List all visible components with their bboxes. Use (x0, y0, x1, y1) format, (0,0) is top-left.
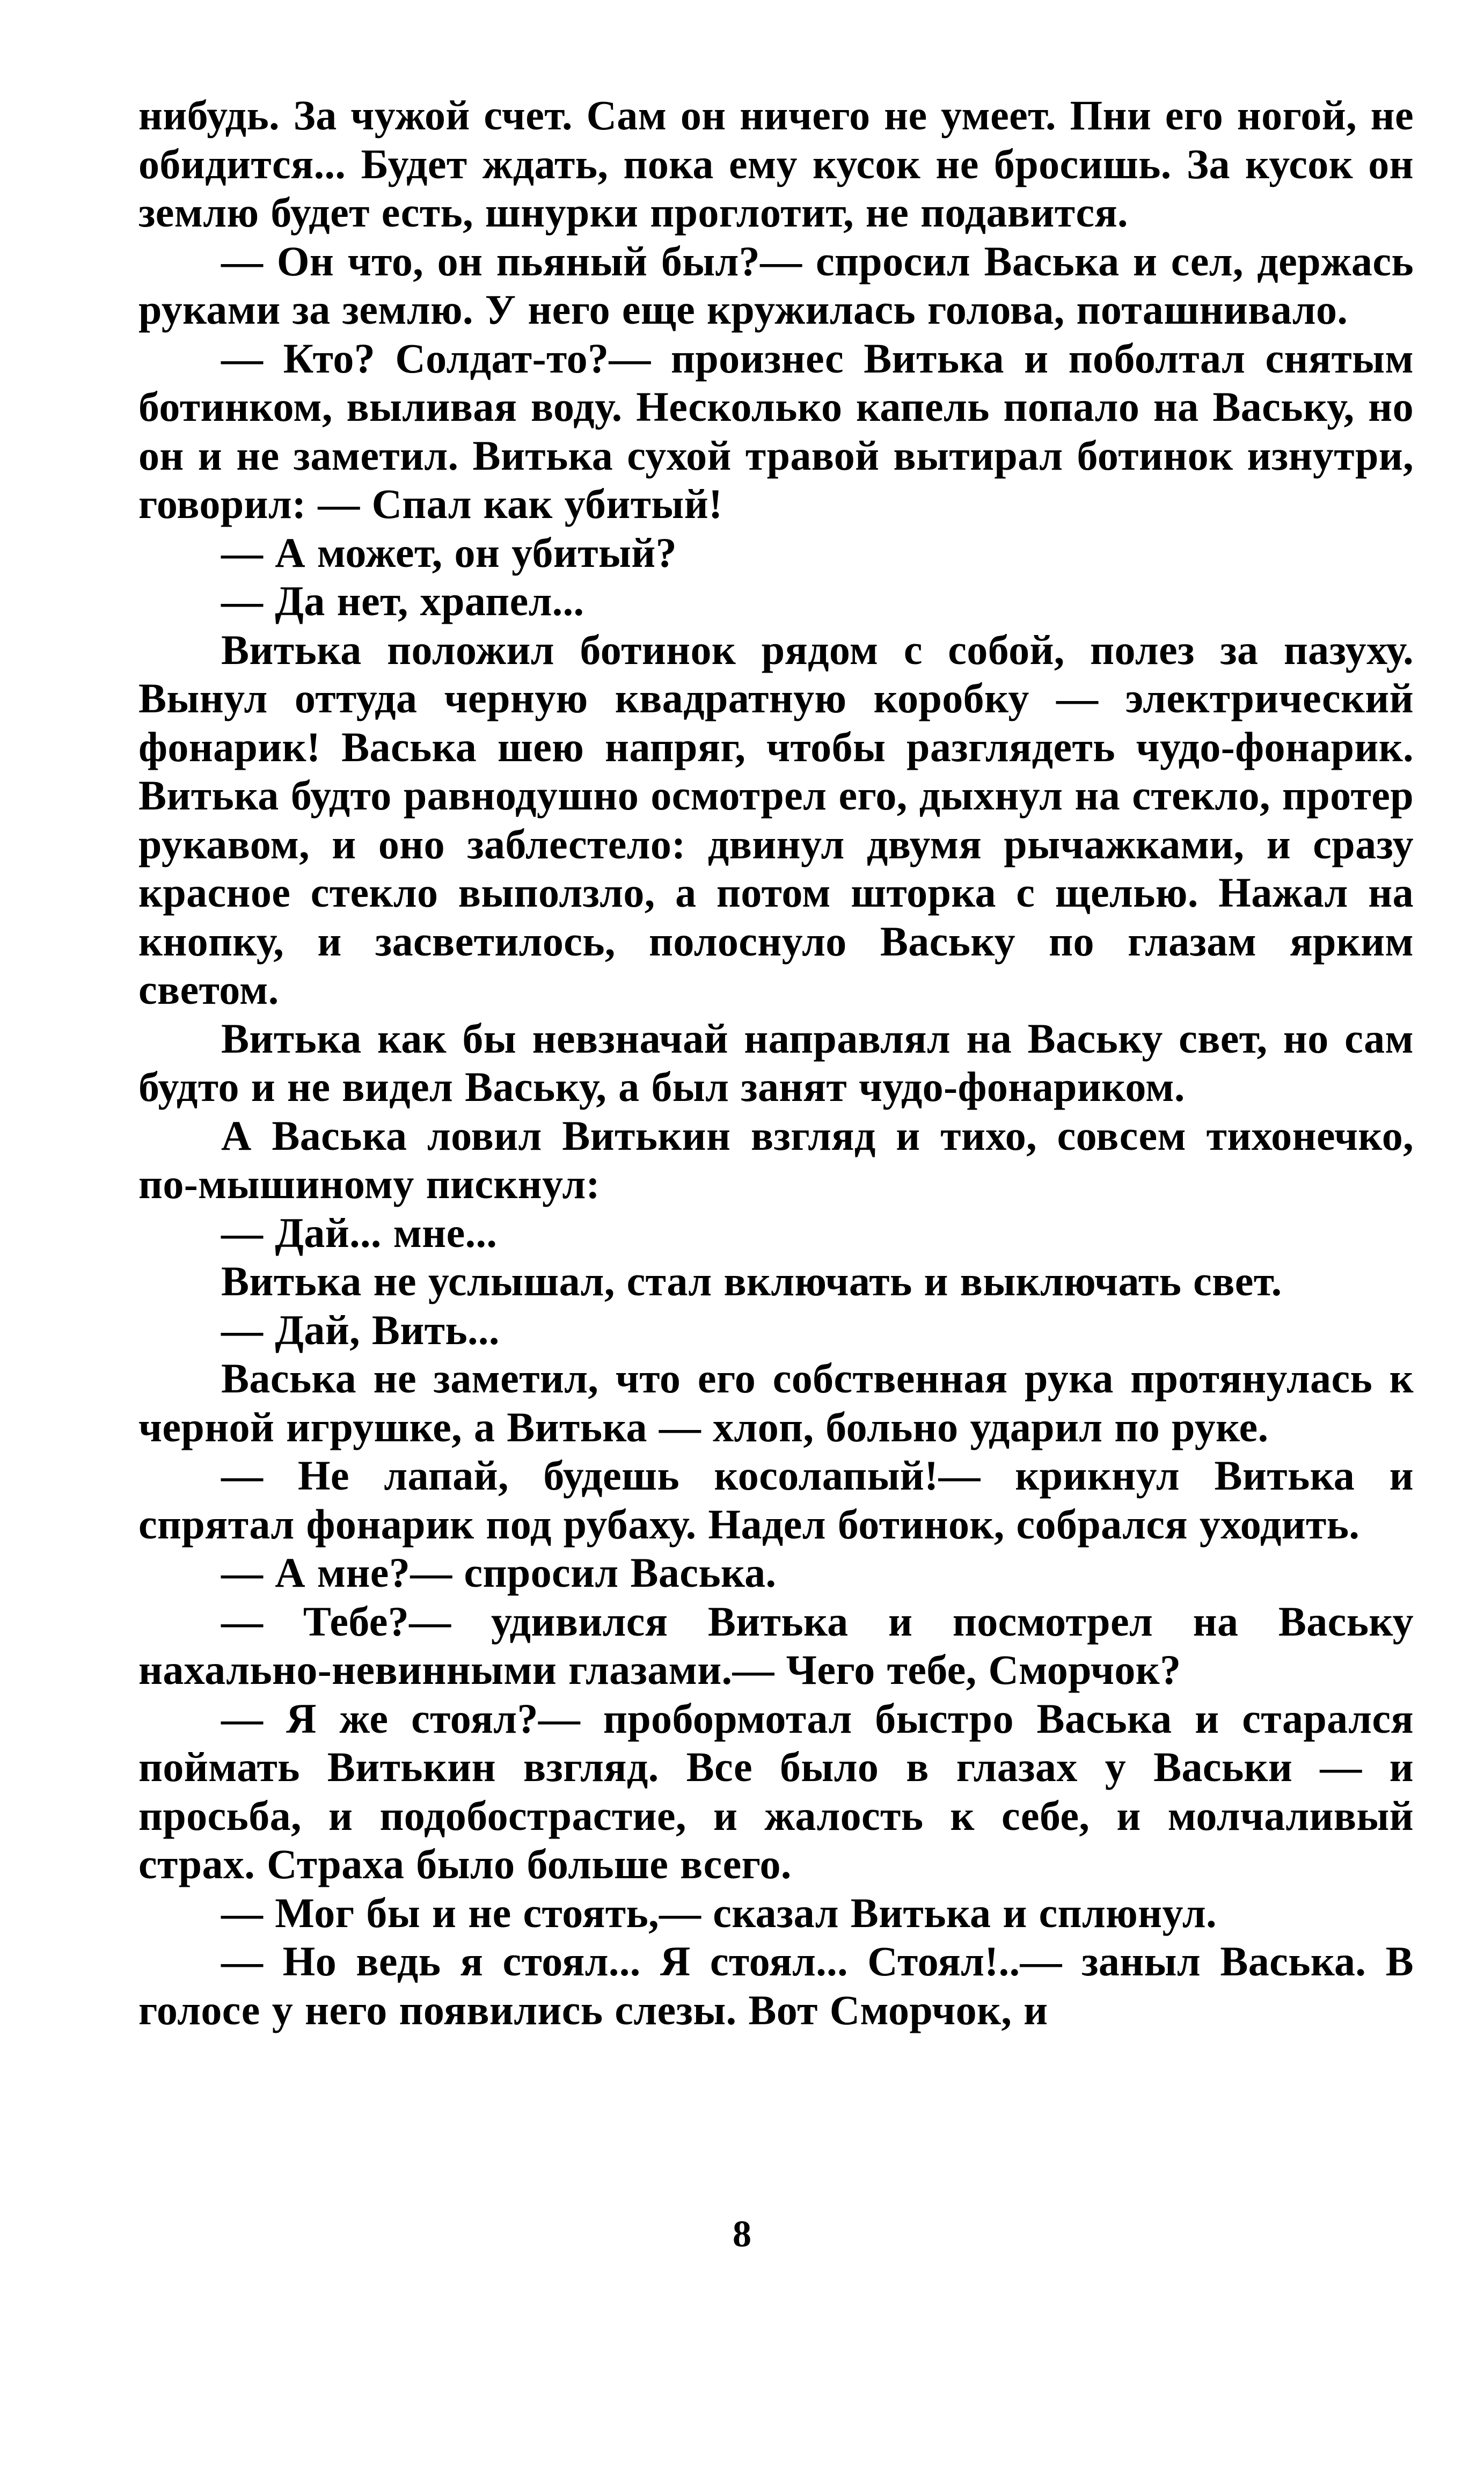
paragraph: А Васька ловил Витькин взгляд и тихо, совсем тихонечко, по-мышиному пискнул: (138, 1112, 1414, 1207)
paragraph: — Но ведь я стоял... Я стоял... Стоял!..— заныл Васька. В голосе у него появились слезы. Вот Сморчок, и (138, 1938, 1414, 2033)
paragraph: — Не лапай, будешь косолапый!— крикнул Витька и спрятал фонарик под рубаху. Надел ботинок, собрался уходить. (138, 1452, 1414, 1548)
paragraph: — Он что, он пьяный был?— спросил Васька и сел, держась руками за землю. У него еще кружилась голова, поташнивало. (138, 237, 1414, 333)
paragraph: Витька положил ботинок рядом с собой, полез за пазуху. Вынул оттуда черную квадратную коробку — электрический фонарик! Васька шею напряг, чтобы разглядеть чудо-фонарик. Витька будто равнодушно осмотрел его, дыхнул на стекло, протер рукавом, и оно заблестело: двинул двумя рычажками, и сразу красное стекло выползло, а потом шторка с щелью. Нажал на кнопку, и засветилось, полоснуло Ваську по глазам ярким светом. (138, 626, 1414, 1013)
paragraph: — А может, он убитый? (221, 529, 677, 576)
paragraph: Васька не заметил, что его собственная рука протянулась к черной игрушке, а Витька — хлоп, больно ударил по руке. (138, 1355, 1414, 1450)
paragraph: нибудь. За чужой счет. Сам он ничего не умеет. Пни его ногой, не обидится... Будет ждать, пока ему кусок не бросишь. За кусок он землю будет есть, шнурки проглотит, не подавится. (138, 92, 1414, 236)
page-number: 8 (733, 2214, 751, 2255)
paragraph: — Кто? Солдат-то?— произнес Витька и поболтал снятым ботинком, выливая воду. Несколько капель попало на Ваську, но он и не заметил. Витька сухой травой вытирал ботинок изнутри, говорил: — Спал как убитый! (138, 334, 1414, 527)
paragraph: Витька как бы невзначай направлял на Ваську свет, но сам будто и не видел Ваську, а был занят чудо-фонариком. (138, 1015, 1414, 1110)
paragraph: — Мог бы и не стоять,— сказал Витька и сплюнул. (221, 1889, 1217, 1936)
paragraph: — Дай... мне... (221, 1209, 498, 1256)
paragraph: — Да нет, храпел... (221, 578, 584, 624)
paragraph: — Я же стоял?— пробормотал быстро Васька и старался поймать Витькин взгляд. Все было в глазах у Васьки — и просьба, и подобострастие, и жалость к себе, и молчаливый страх. Страха было больше всего. (138, 1695, 1414, 1887)
paragraph: — Тебе?— удивился Витька и посмотрел на Ваську нахально-невинными глазами.— Чего тебе, Сморчок? (138, 1597, 1414, 1693)
paragraph: Витька не услышал, стал включать и выключать свет. (221, 1258, 1282, 1304)
paragraph: — А мне?— спросил Васька. (221, 1549, 777, 1596)
body-text (138, 91, 1414, 2034)
paragraph: — Дай, Вить... (221, 1306, 500, 1353)
